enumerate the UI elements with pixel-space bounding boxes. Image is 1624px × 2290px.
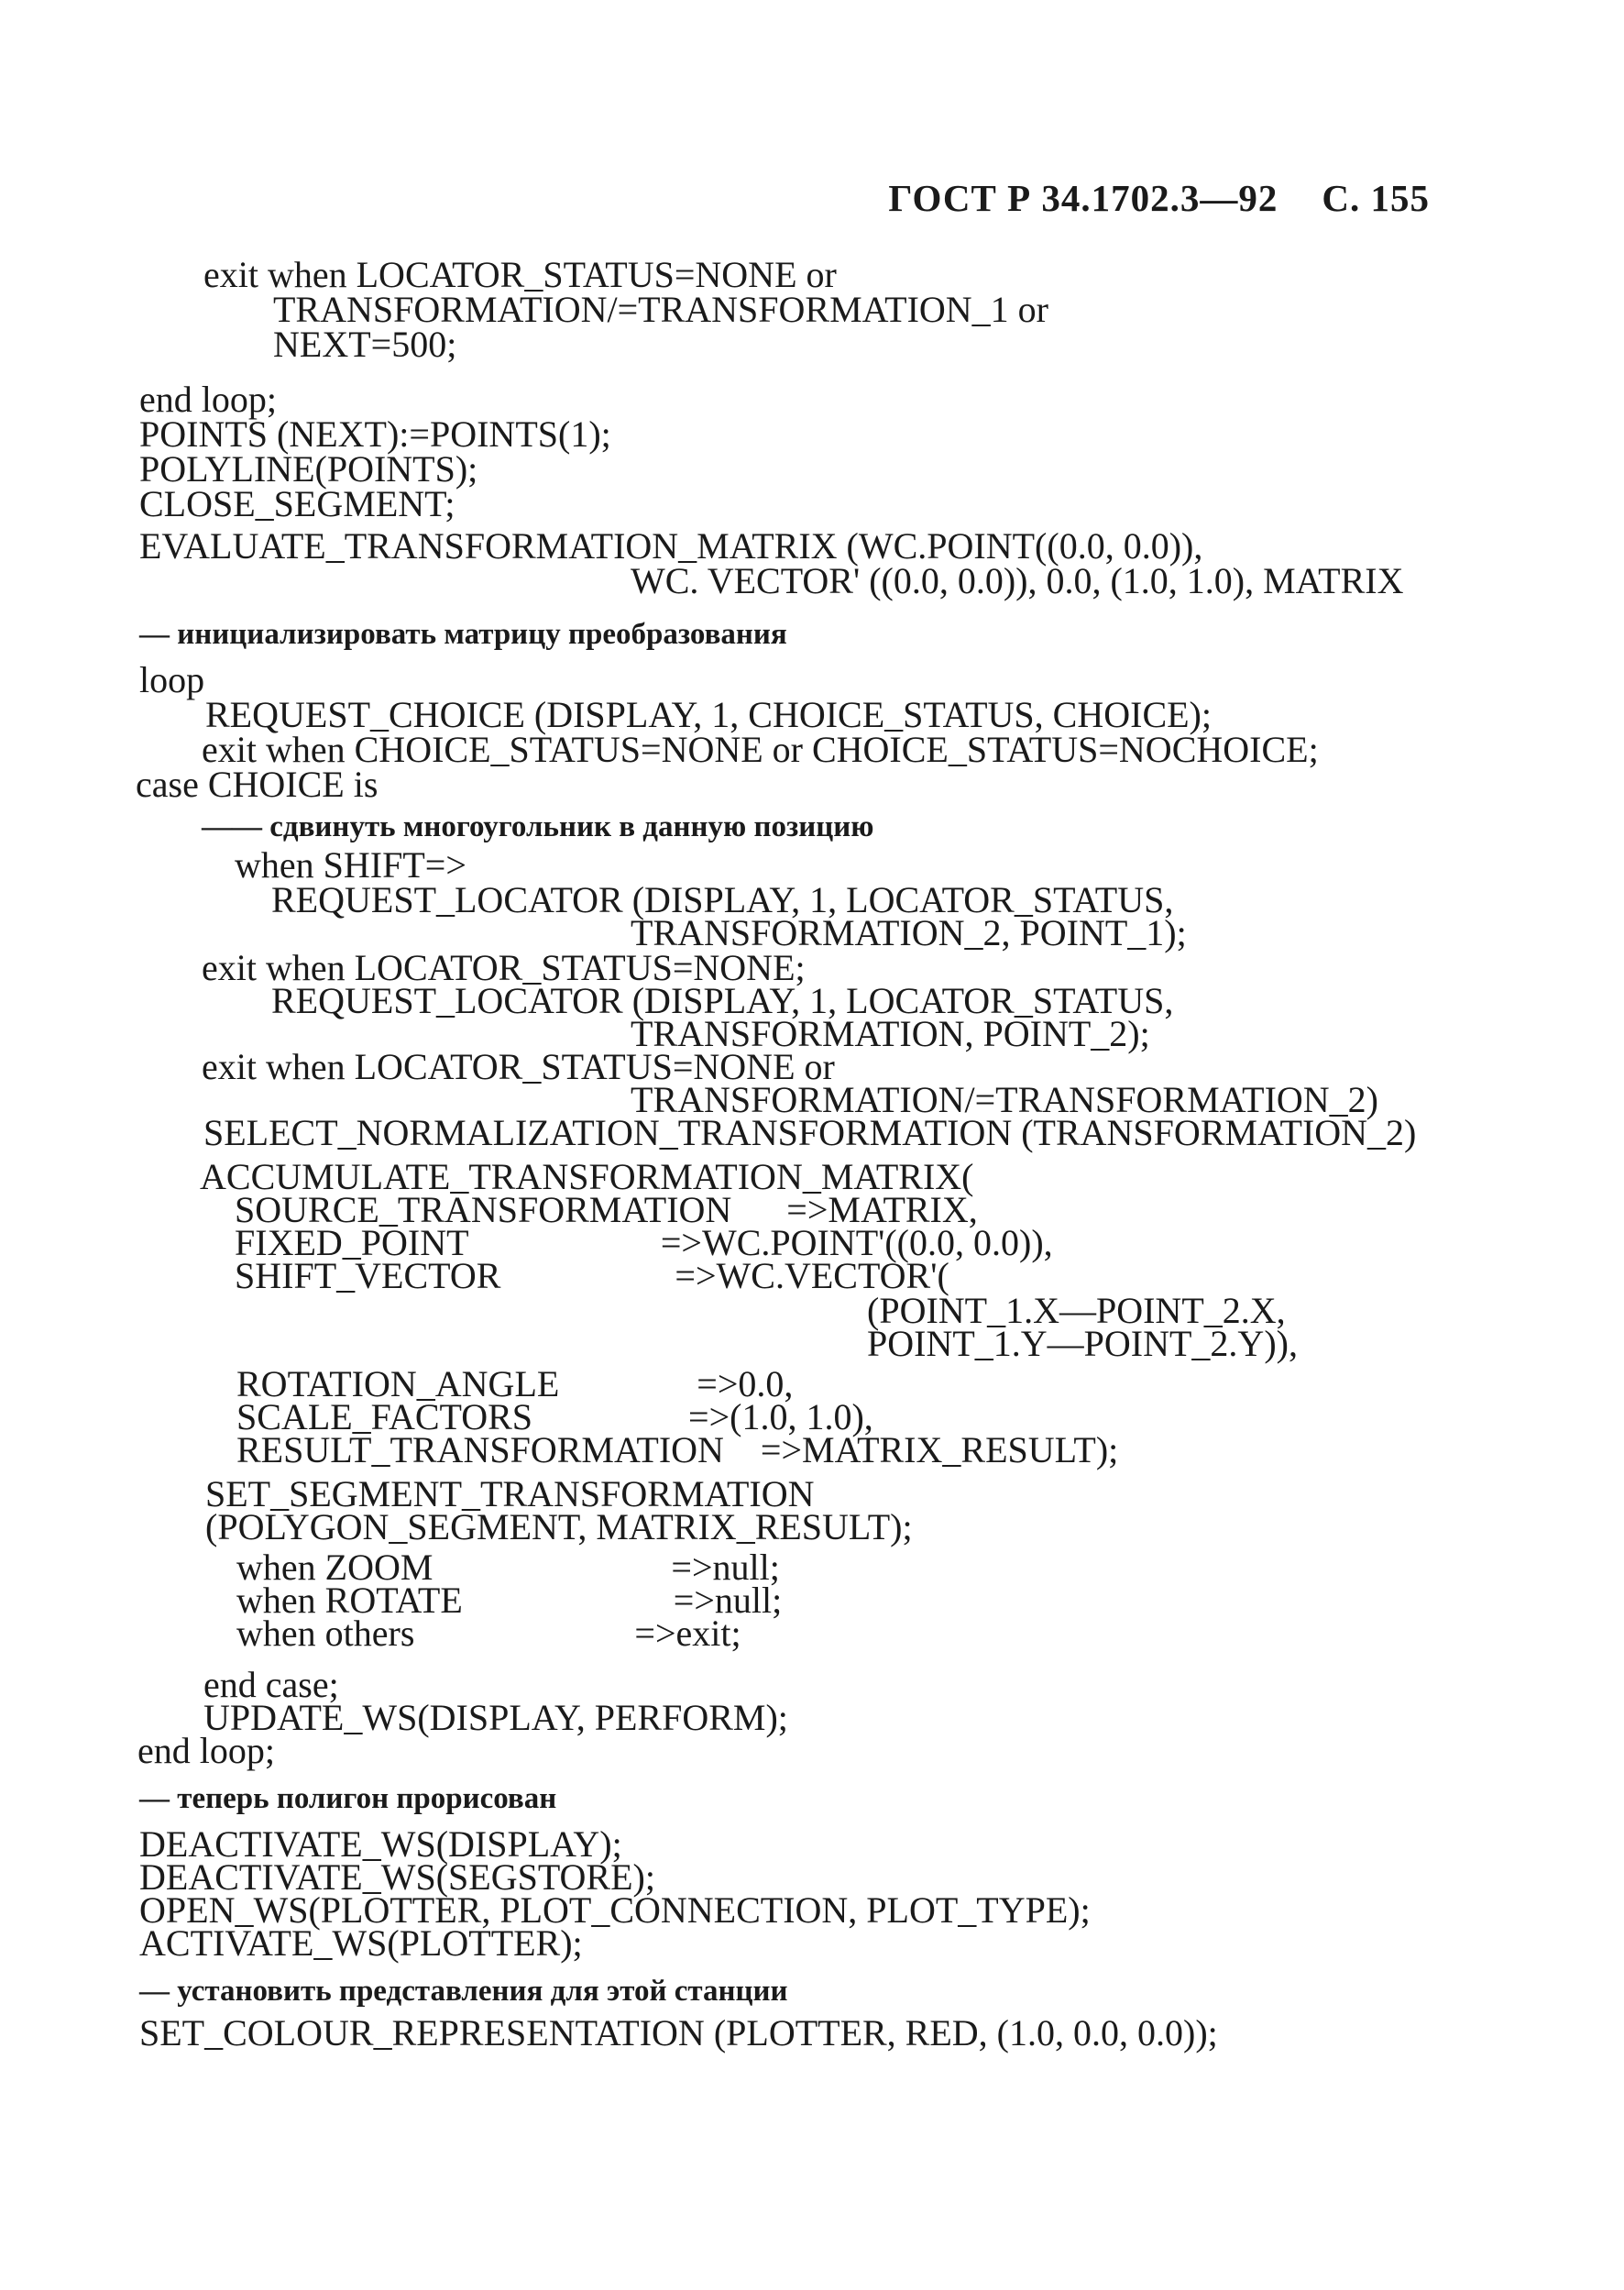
code-line: TRANSFORMATION/=TRANSFORMATION_2) <box>631 1079 1378 1120</box>
code-line: SET_COLOUR_REPRESENTATION (PLOTTER, RED, (1.0, 0.0, 0.0)); <box>139 2012 1218 2053</box>
code-line: OPEN_WS(PLOTTER, PLOT_CONNECTION, PLOT_TYPE); <box>139 1889 1091 1931</box>
code-line: SET_SEGMENT_TRANSFORMATION <box>205 1473 815 1514</box>
code-line: ROTATION_ANGLE =>0.0, <box>236 1363 794 1404</box>
code-line: CLOSE_SEGMENT; <box>139 483 455 524</box>
code-line: TRANSFORMATION/=TRANSFORMATION_1 or <box>273 289 1048 330</box>
code-comment: — установить представления для этой станции <box>139 1975 788 2008</box>
code-line: when ROTATE =>null; <box>236 1580 783 1621</box>
code-line: when ZOOM =>null; <box>236 1547 780 1588</box>
code-line: SOURCE_TRANSFORMATION =>MATRIX, <box>235 1189 978 1230</box>
page-header <box>888 176 1430 220</box>
code-line: case CHOICE is <box>136 764 379 805</box>
code-line: end case; <box>203 1664 339 1705</box>
code-line: ACTIVATE_WS(PLOTTER); <box>139 1922 583 1964</box>
code-line: SHIFT_VECTOR =>WC.VECTOR'( <box>235 1255 949 1296</box>
code-line: when SHIFT=> <box>235 844 466 886</box>
code-comment: —— сдвинуть многоугольник в данную позицию <box>202 810 874 843</box>
code-line: REQUEST_LOCATOR (DISPLAY, 1, LOCATOR_STATUS, <box>271 980 1174 1021</box>
code-line: SCALE_FACTORS =>(1.0, 1.0), <box>236 1396 873 1437</box>
code-line: loop <box>139 659 205 700</box>
code-line: end loop; <box>137 1730 275 1771</box>
code-line: POLYLINE(POINTS); <box>139 448 478 490</box>
code-comment: — теперь полигон прорисован <box>139 1782 557 1815</box>
code-line: POINTS (NEXT):=POINTS(1); <box>139 413 611 455</box>
code-line: when others =>exit; <box>236 1613 741 1654</box>
page-number: С. 155 <box>1322 177 1430 219</box>
code-comment: — инициализировать матрицу преобразования <box>139 618 787 651</box>
code-line: DEACTIVATE_WS(DISPLAY); <box>139 1823 622 1865</box>
code-line: POINT_1.Y—POINT_2.Y)), <box>867 1323 1298 1364</box>
code-line: RESULT_TRANSFORMATION =>MATRIX_RESULT); <box>236 1429 1119 1470</box>
code-line: FIXED_POINT =>WC.POINT'((0.0, 0.0)), <box>235 1222 1053 1263</box>
code-line: SELECT_NORMALIZATION_TRANSFORMATION (TRANSFORMATION_2) <box>203 1112 1417 1153</box>
code-line: exit when LOCATOR_STATUS=NONE or <box>203 254 837 295</box>
code-line: ACCUMULATE_TRANSFORMATION_MATRIX( <box>200 1156 974 1197</box>
code-line: end loop; <box>139 379 277 420</box>
code-line: exit when CHOICE_STATUS=NONE or CHOICE_STATUS=NOCHOICE; <box>202 729 1319 770</box>
standard-number: ГОСТ Р 34.1702.3—92 <box>888 177 1278 219</box>
code-line: (POINT_1.X—POINT_2.X, <box>867 1290 1286 1331</box>
code-line: EVALUATE_TRANSFORMATION_MATRIX (WC.POINT((0.0, 0.0)), <box>139 525 1203 567</box>
code-line: TRANSFORMATION, POINT_2); <box>631 1013 1150 1054</box>
code-line: TRANSFORMATION_2, POINT_1); <box>631 912 1187 953</box>
code-line: UPDATE_WS(DISPLAY, PERFORM); <box>203 1697 788 1738</box>
code-line: WC. VECTOR' ((0.0, 0.0)), 0.0, (1.0, 1.0), MATRIX <box>631 560 1404 601</box>
code-line: REQUEST_CHOICE (DISPLAY, 1, CHOICE_STATUS, CHOICE); <box>205 694 1212 735</box>
code-line: REQUEST_LOCATOR (DISPLAY, 1, LOCATOR_STATUS, <box>271 879 1174 920</box>
code-line: DEACTIVATE_WS(SEGSTORE); <box>139 1856 655 1898</box>
code-line: exit when LOCATOR_STATUS=NONE or <box>202 1046 835 1087</box>
code-line: exit when LOCATOR_STATUS=NONE; <box>202 947 806 988</box>
code-line: NEXT=500; <box>273 324 457 365</box>
code-line: (POLYGON_SEGMENT, MATRIX_RESULT); <box>205 1506 913 1547</box>
